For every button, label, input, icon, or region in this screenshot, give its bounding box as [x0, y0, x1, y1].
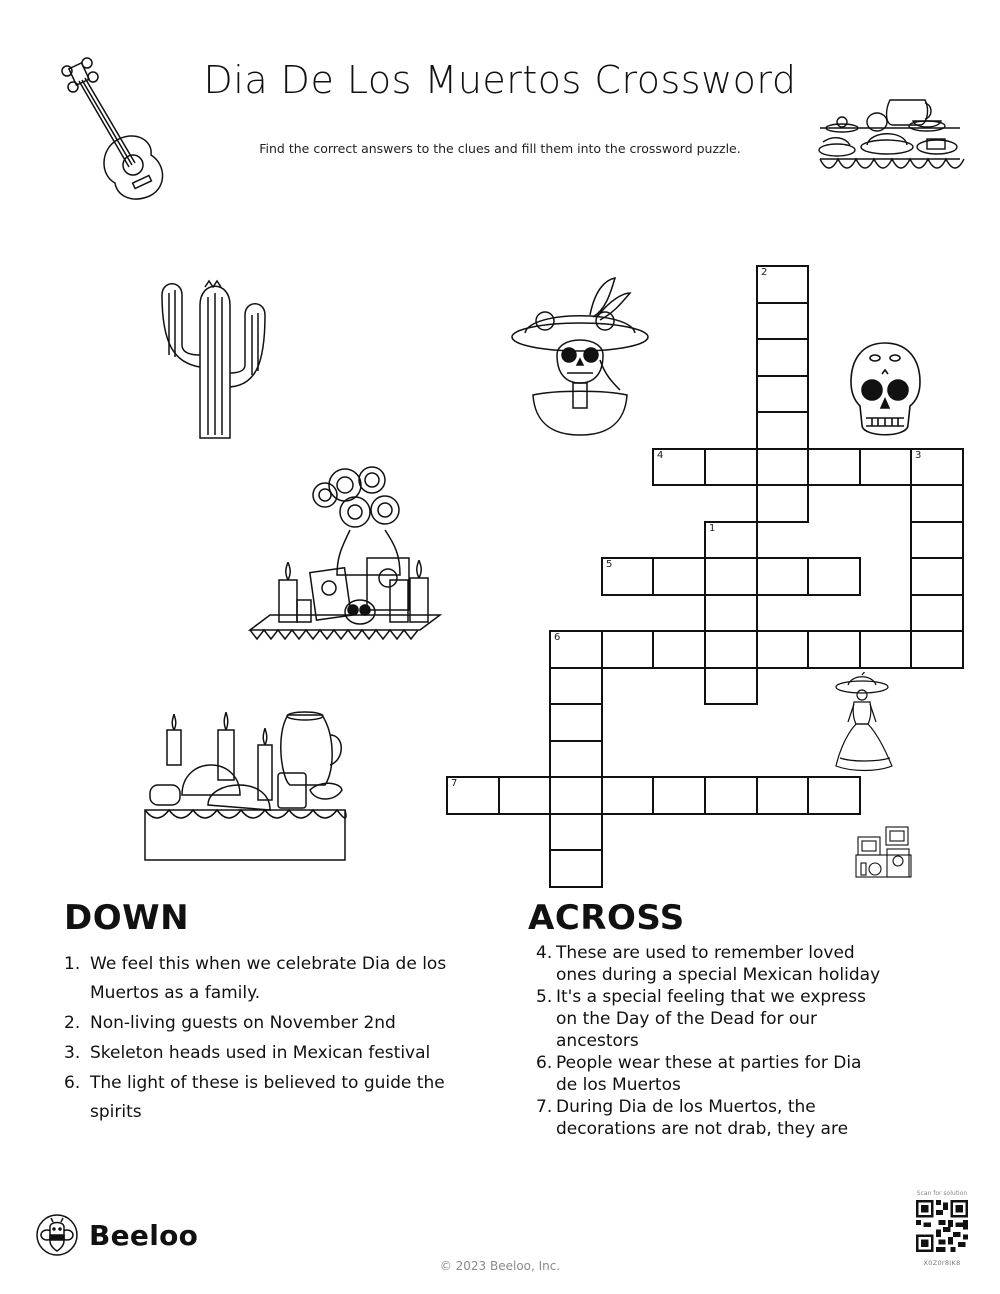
crossword-cell[interactable] [704, 521, 758, 559]
across-clue-7 [536, 1096, 888, 1140]
cell-number: 6 [554, 632, 561, 643]
down-clue-6 [64, 1069, 484, 1127]
crossword-cell[interactable] [807, 776, 861, 815]
across-clue-list [528, 942, 888, 1140]
crossword-cell[interactable] [549, 630, 603, 669]
cell-number: 5 [606, 559, 613, 570]
crossword-cell[interactable] [910, 448, 964, 486]
across-clue-6 [536, 1052, 888, 1096]
crossword-cell[interactable] [910, 484, 964, 523]
crossword-cell[interactable] [652, 630, 706, 669]
copyright: © 2023 Beeloo, Inc. [439, 1259, 561, 1273]
clue-text: These are used to remember loved ones during a special Mexican holiday [556, 943, 881, 985]
crossword-cell[interactable] [756, 630, 809, 669]
qr-solution[interactable] [910, 1190, 974, 1267]
cell-number: 1 [709, 523, 716, 534]
crossword-cell[interactable] [704, 448, 758, 486]
across-clues-section [528, 898, 888, 1140]
catrina-bust-illustration [505, 275, 655, 440]
crossword-cell[interactable] [704, 557, 758, 596]
crossword-cell[interactable] [652, 557, 706, 596]
altar-flowers-illustration [245, 460, 445, 645]
ofrenda-table-illustration [815, 95, 965, 190]
crossword-cell[interactable] [756, 375, 809, 413]
clue-text: During Dia de los Muertos, the decorations are not drab, they are [556, 1097, 849, 1139]
crossword-cell[interactable] [756, 776, 809, 815]
crossword-cell[interactable] [498, 776, 551, 815]
down-clue-2 [64, 1009, 484, 1038]
clue-text: We feel this when we celebrate Dia de los Muertos as a family. [90, 954, 447, 1003]
crossword-cell[interactable] [910, 521, 964, 559]
crossword-cell[interactable] [652, 448, 706, 486]
crossword-cell[interactable] [807, 630, 861, 669]
cell-number: 7 [451, 778, 458, 789]
clue-number: 2. [64, 1013, 81, 1033]
crossword-cell[interactable] [859, 630, 912, 669]
qr-code-id: X0Z0r8IK8 [923, 1259, 961, 1267]
across-clue-5 [536, 986, 888, 1052]
crossword-cell[interactable] [756, 448, 809, 486]
clue-text: The light of these is believed to guide the spirits [90, 1073, 445, 1122]
qr-caption: Scan for solution [916, 1190, 968, 1197]
crossword-cell[interactable] [601, 776, 654, 815]
bee-icon [35, 1213, 79, 1257]
guitar-illustration [55, 55, 175, 205]
crossword-cell[interactable] [807, 557, 861, 596]
clue-number: 1. [64, 954, 81, 974]
crossword-cell[interactable] [910, 594, 964, 632]
cell-number: 2 [761, 267, 768, 278]
down-clue-list [64, 950, 484, 1127]
crossword-cell[interactable] [549, 703, 603, 742]
instructions: Find the correct answers to the clues and fill them into the crossword puzzle. [259, 141, 741, 156]
clue-text: Skeleton heads used in Mexican festival [90, 1043, 431, 1063]
crossword-cell[interactable] [446, 776, 500, 815]
crossword-cell[interactable] [549, 776, 603, 815]
cell-number: 3 [915, 450, 922, 461]
page-title: Dia De Los Muertos Crossword [203, 58, 797, 102]
qr-code-icon[interactable] [916, 1200, 968, 1252]
crossword-cell[interactable] [807, 448, 861, 486]
across-clue-4 [536, 942, 888, 986]
clue-number: 5. [536, 987, 553, 1007]
down-clues-section [64, 898, 484, 1128]
crossword-cell[interactable] [549, 740, 603, 778]
crossword-cell[interactable] [704, 667, 758, 705]
down-clue-1 [64, 950, 484, 1008]
crossword-cell[interactable] [704, 630, 758, 669]
clue-text: People wear these at parties for Dia de los Muertos [556, 1053, 862, 1095]
crossword-cell[interactable] [652, 776, 706, 815]
cell-number: 4 [657, 450, 664, 461]
crossword-cell[interactable] [859, 448, 912, 486]
clue-text: Non-living guests on November 2nd [90, 1013, 396, 1033]
beeloo-logo [35, 1213, 198, 1257]
clue-number: 4. [536, 943, 553, 963]
crossword-cell[interactable] [549, 849, 603, 888]
crossword-cell[interactable] [756, 557, 809, 596]
clue-number: 6. [64, 1073, 81, 1093]
crossword-cell[interactable] [601, 557, 654, 596]
clue-number: 7. [536, 1097, 553, 1117]
crossword-cell[interactable] [910, 630, 964, 669]
across-heading: ACROSS [528, 898, 685, 938]
down-heading: DOWN [64, 898, 190, 938]
down-clue-3 [64, 1039, 484, 1068]
clue-number: 3. [64, 1043, 81, 1063]
crossword-cell[interactable] [756, 265, 809, 304]
crossword-cell[interactable] [910, 557, 964, 596]
crossword-cell[interactable] [756, 338, 809, 377]
clue-number: 6. [536, 1053, 553, 1073]
crossword-cell[interactable] [704, 776, 758, 815]
crossword-cell[interactable] [756, 302, 809, 340]
photo-altar-illustration [853, 825, 913, 880]
crossword-cell[interactable] [549, 813, 603, 851]
brand-name: Beeloo [89, 1218, 199, 1252]
crossword-cell[interactable] [549, 667, 603, 705]
cactus-illustration [160, 275, 270, 440]
clue-text: It's a special feeling that we express on the Day of the Dead for our ancestors [556, 987, 866, 1051]
sugar-skull-illustration [848, 340, 923, 445]
crossword-cell[interactable] [601, 630, 654, 669]
crossword-cell[interactable] [756, 411, 809, 450]
crossword-cell[interactable] [704, 594, 758, 632]
pan-de-muerto-altar-illustration [140, 710, 350, 865]
catrina-dress-illustration [832, 672, 907, 772]
crossword-cell[interactable] [756, 484, 809, 523]
